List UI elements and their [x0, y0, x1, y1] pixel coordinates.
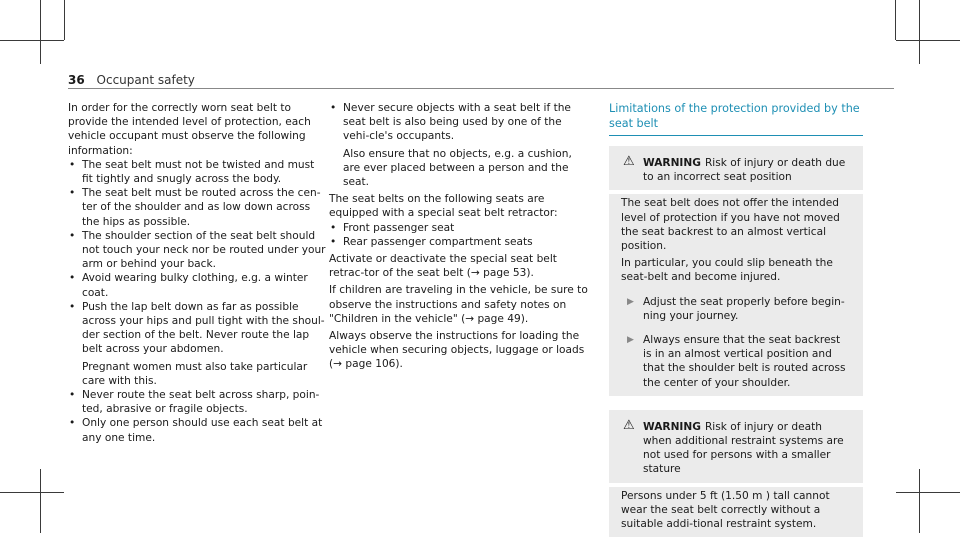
crop-mark	[64, 0, 65, 40]
crop-mark	[40, 469, 41, 533]
list-note: Also ensure that no objects, e.g. a cushion, are ever placed between a person and the seat.	[343, 147, 572, 189]
warning-title: Risk of injury or death due to an incorrect seat position	[643, 157, 846, 184]
list-item: • Rear passenger compartment seats	[330, 235, 533, 248]
list-item: • Only one person should use each seat belt at any one time.	[69, 417, 323, 444]
warning-label: WARNING	[643, 420, 701, 433]
bullet-icon: •	[69, 187, 76, 200]
warning-box	[609, 146, 863, 396]
warning-box	[609, 410, 863, 537]
crop-mark	[919, 469, 920, 533]
bullet-icon: •	[330, 102, 337, 114]
crop-mark	[40, 0, 41, 64]
paragraph: The seat belts on the following seats are equipped with a special seat belt retractor:	[329, 193, 558, 220]
crop-mark	[0, 40, 64, 41]
bullet-icon: •	[330, 235, 337, 248]
section-heading: Limitations of the protection provided by the seat belt	[609, 102, 860, 130]
bullet-icon: •	[69, 229, 76, 242]
crop-mark	[896, 492, 960, 493]
crop-mark	[896, 40, 960, 41]
list-note: Pregnant women must also take particular care with this.	[82, 360, 308, 387]
page-header	[68, 73, 195, 87]
column-2	[329, 101, 591, 372]
crop-mark	[919, 0, 920, 64]
warning-triangle-icon: ⚠	[623, 417, 635, 433]
bullet-list	[68, 158, 326, 445]
bullet-icon: •	[69, 389, 76, 402]
warning-body: Persons under 5 ft (1.50 m ) tall cannot wear the seat belt correctly without a suitable addi-tional restraint system.	[621, 489, 830, 531]
section-title: Occupant safety	[96, 73, 195, 87]
warning-header	[609, 410, 863, 483]
intro-paragraph: In order for the correctly worn seat belt to provide the intended level of protection, each vehicle occupant must observe the following information:	[68, 102, 311, 157]
warning-triangle-icon: ⚠	[623, 154, 635, 169]
list-item: • Front passenger seat	[330, 221, 455, 234]
column-3	[609, 101, 863, 537]
warning-label: WARNING	[643, 157, 701, 169]
bullet-icon: •	[69, 158, 76, 171]
warning-header	[609, 146, 863, 190]
bullet-icon: •	[69, 417, 76, 430]
warning-step: ▶ Always ensure that the seat backrest is in an almost vertical position and that the shoulder belt is routed across the center of your shoulder.	[627, 334, 846, 389]
paragraph: Always observe the instructions for loading the vehicle when securing objects, luggage or loads (→ page 106).	[329, 330, 585, 371]
seat-list	[329, 221, 591, 249]
warning-title: Risk of injury or death when additional restraint systems are not used for persons with a smaller stature	[643, 420, 844, 476]
header-rule	[68, 88, 894, 89]
play-arrow-icon: ▶	[627, 296, 634, 307]
column-1	[68, 101, 326, 445]
crop-mark	[895, 0, 896, 40]
play-arrow-icon: ▶	[627, 335, 634, 346]
warning-body: The seat belt does not offer the intended level of protection if you have not moved the seat backrest to an almost vertical position. In particular, you could slip beneath the seat-belt and become injured. ▶ Adjust the seat properly before begin-ning your journey. ▶ Always ensure that the seat backrest is in an almost vertical position and that the shoulder belt is routed across the center of your shoulder.	[609, 194, 863, 395]
list-item: • Push the lap belt down as far as possible across your hips and pull tight with the shoul-der section of the belt. Never route the lap belt across your abdomen. Pregnant women must also take particular care with this.	[69, 300, 325, 387]
paragraph: Activate or deactivate the special seat belt retrac-tor of the seat belt (→ page 53).	[329, 253, 557, 280]
bullet-list	[329, 101, 591, 189]
list-item: • Never secure objects with a seat belt if the seat belt is also being used by one of the vehi-cle's occupants. Also ensure that no objects, e.g. a cushion, are ever placed between a person and the seat.	[329, 101, 591, 189]
bullet-icon: •	[330, 221, 337, 234]
crop-mark	[0, 492, 64, 493]
warning-step: ▶ Adjust the seat properly before begin-ning your journey.	[627, 295, 845, 322]
page-number: 36	[68, 73, 85, 87]
list-item: • Avoid wearing bulky clothing, e.g. a winter coat.	[69, 272, 308, 299]
paragraph: If children are traveling in the vehicle, be sure to observe the instructions and safety notes on "Children in the vehicle" (→ page 49).	[329, 284, 588, 325]
list-item: • The seat belt must be routed across the cen-ter of the shoulder and as low down across the hips as possible.	[69, 187, 321, 228]
list-item: • The shoulder section of the seat belt should not touch your neck nor be routed under your arm or behind your back.	[69, 229, 326, 271]
bullet-icon: •	[69, 300, 76, 313]
list-item: • Never route the seat belt across sharp, poin-ted, abrasive or fragile objects.	[69, 389, 320, 416]
list-item: • The seat belt must not be twisted and must fit tightly and snugly across the body.	[69, 158, 315, 186]
bullet-icon: •	[69, 272, 76, 285]
